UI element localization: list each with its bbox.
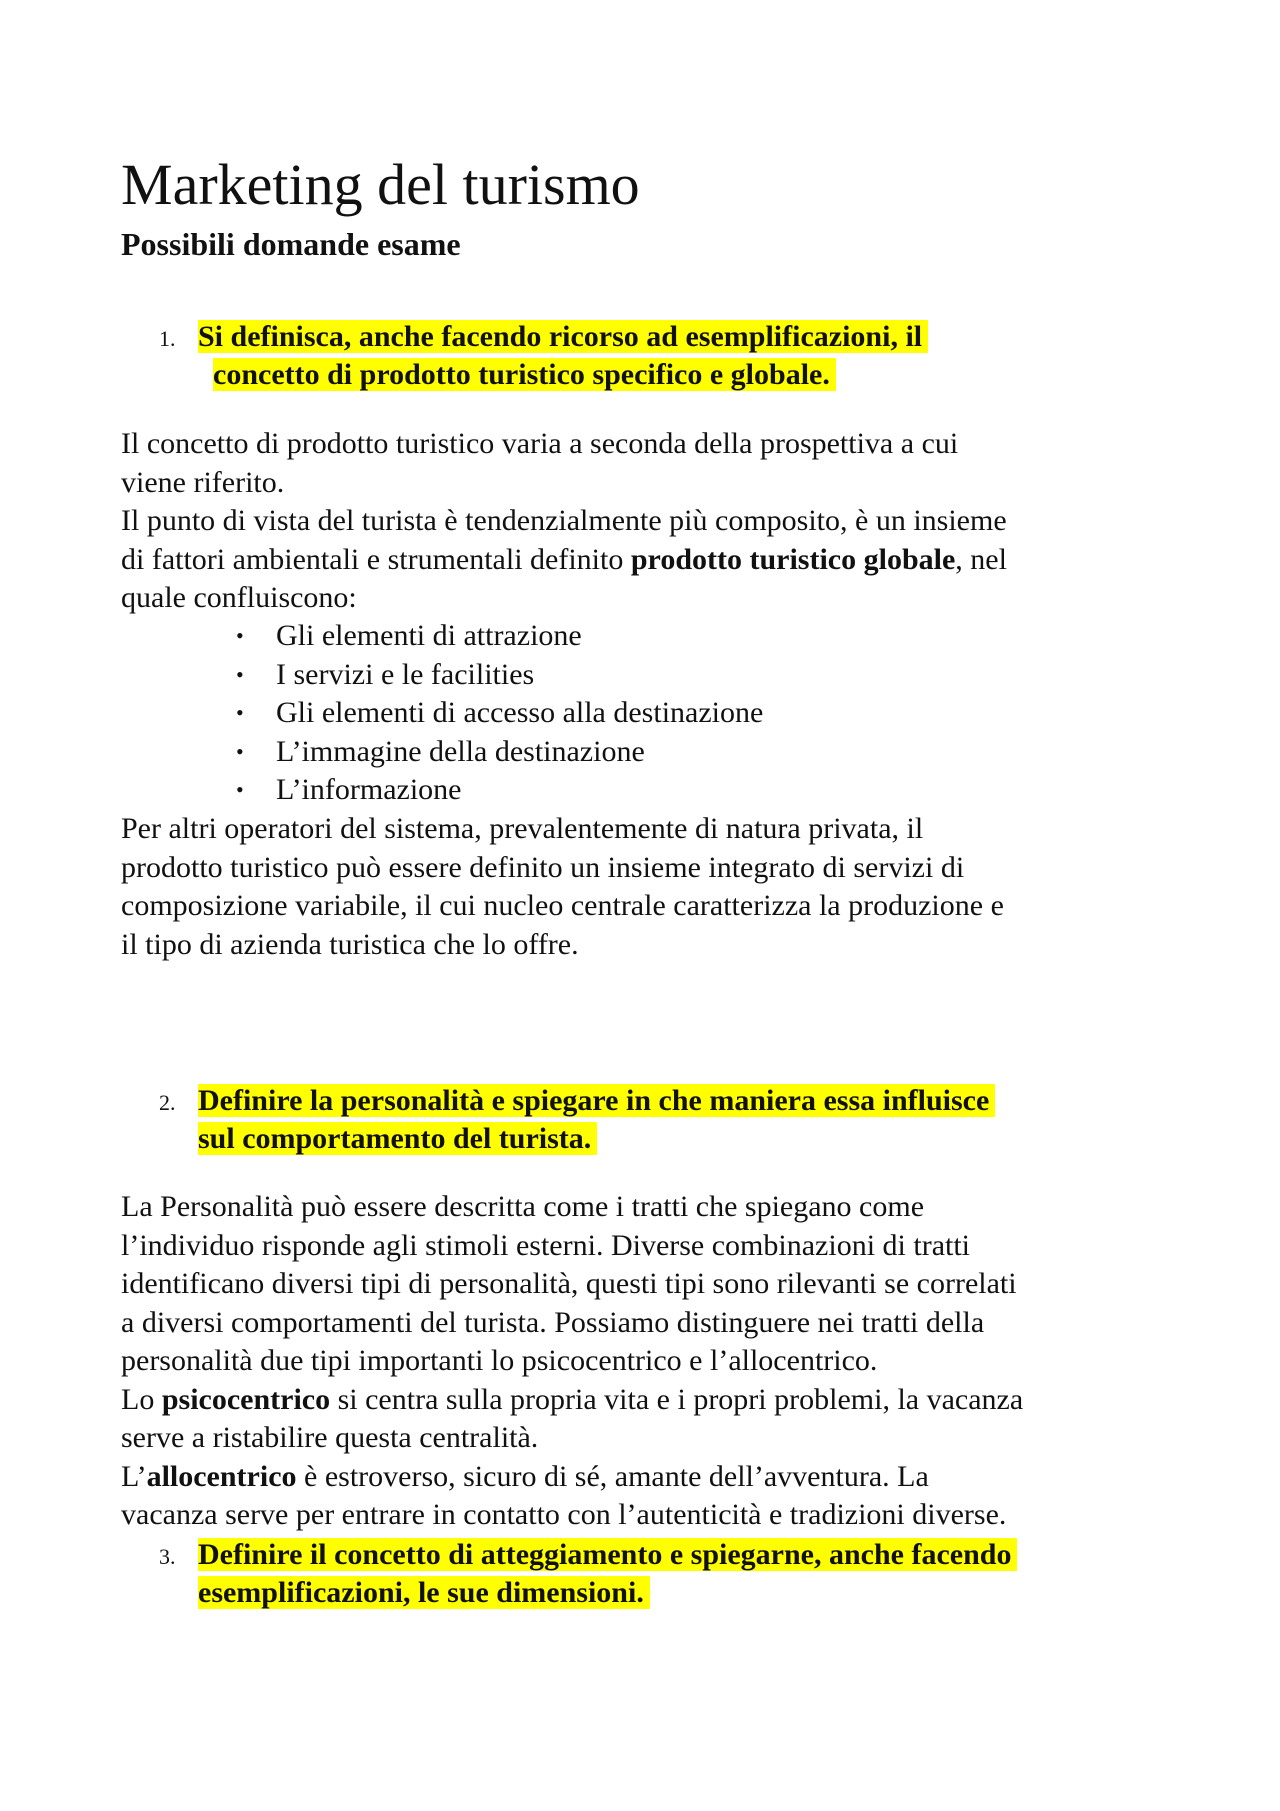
bullet-list bbox=[121, 617, 1021, 810]
bullet-icon: • bbox=[236, 661, 244, 687]
bullet-icon: • bbox=[236, 623, 244, 648]
bullet-icon: • bbox=[236, 777, 244, 802]
bold-term: allocentrico bbox=[146, 1459, 297, 1493]
question-number: 2. bbox=[159, 1090, 176, 1115]
paragraph-product-concept: Il concetto di prodotto turistico varia a seconda della prospettiva a cui viene riferito. Il punto di vista del turista è tendenzialmente più composito, è un insieme di fattori ambientali e strumentali definito prodotto turistico globale, nel quale confluiscono: bbox=[121, 427, 1007, 614]
list-item: • L’informazione bbox=[121, 771, 1021, 810]
question-line: esemplificazioni, le sue dimensioni. bbox=[198, 1574, 650, 1612]
paragraph-operators: Per altri operatori del sistema, prevalentemente di natura privata, il prodotto turistico può essere definito un insieme integrato di servizi di composizione variabile, il cui nucleo centrale caratterizza la produzione e il tipo di azienda turistica che lo offre. bbox=[121, 812, 1004, 961]
list-item: • Gli elementi di attrazione bbox=[121, 617, 1021, 656]
bold-term: prodotto turistico globale bbox=[630, 542, 956, 576]
question-line: concetto di prodotto turistico specifico e globale. bbox=[213, 356, 836, 394]
list-item: • Gli elementi di accesso alla destinazione bbox=[121, 694, 1021, 733]
list-item: • I servizi e le facilities bbox=[121, 656, 1021, 695]
question-line: sul comportamento del turista. bbox=[198, 1120, 597, 1158]
bold-term: psicocentrico bbox=[161, 1382, 331, 1416]
question-number: 3. bbox=[159, 1544, 176, 1569]
question-number: 1. bbox=[159, 326, 176, 351]
question-1 bbox=[121, 318, 1181, 398]
document-subtitle: Possibili domande esame bbox=[121, 226, 461, 262]
question-3 bbox=[121, 1536, 1181, 1616]
document-title: Marketing del turismo bbox=[121, 152, 640, 217]
list-item: • L’immagine della destinazione bbox=[121, 733, 1021, 772]
question-2 bbox=[121, 1082, 1181, 1162]
question-line: Definire il concetto di atteggiamento e spiegarne, anche facendo bbox=[198, 1536, 1017, 1574]
paragraph-personality: La Personalità può essere descritta come i tratti che spiegano come l’individuo risponde agli stimoli esterni. Diverse combinazioni di tratti identificano diversi tipi di personalità, questi tipi sono rilevanti se correlati a diversi comportamenti del turista. Possiamo distinguere nei tratti della personalità due tipi importanti lo psicocentrico e l’allocentrico. Lo psicocentrico si centra sulla propria vita e i propri problemi, la vacanza serve a ristabilire questa centralità. L’allocentrico è estroverso, sicuro di sé, amante dell’avventura. La vacanza serve per entrare in contatto con l’autenticità e tradizioni diverse. bbox=[121, 1190, 1024, 1531]
bullet-icon: • bbox=[236, 738, 244, 764]
question-line: Definire la personalità e spiegare in che maniera essa influisce bbox=[198, 1082, 995, 1120]
bullet-icon: • bbox=[236, 700, 244, 725]
question-line: Si definisca, anche facendo ricorso ad esemplificazioni, il bbox=[198, 318, 928, 356]
